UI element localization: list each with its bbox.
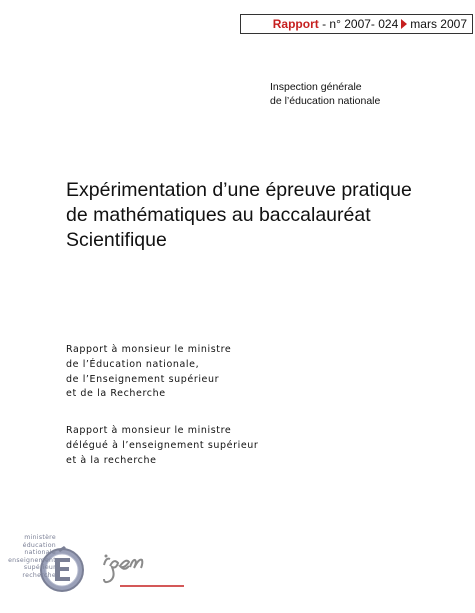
document-title	[66, 178, 446, 253]
ministere-logo-line: éducation	[22, 541, 56, 549]
recipient1-line: Rapport à monsieur le ministre	[66, 344, 232, 355]
report-reference-box	[240, 14, 473, 34]
report-number: - n° 2007- 024	[318, 17, 399, 31]
ministere-logo-line: ministère	[24, 534, 56, 541]
issuer-line-1: Inspection générale	[270, 81, 362, 93]
ministere-logo-line: nationale	[24, 549, 56, 556]
ministere-logo-line: recherche	[22, 571, 56, 579]
recipient-block-1	[66, 343, 231, 402]
recipient2-line: et à la recherche	[66, 454, 157, 466]
recipient-block-2	[66, 424, 258, 468]
title-line-2: de mathématiques au baccalauréat	[66, 204, 371, 226]
ministere-logo-line: supérieur	[23, 564, 56, 571]
title-line-1: Expérimentation d’une épreuve pratique	[66, 179, 412, 201]
recipient2-line: Rapport à monsieur le ministre	[66, 425, 232, 436]
recipient1-line: de l’Éducation nationale,	[66, 358, 200, 370]
ministere-logo-line: enseignement	[8, 556, 56, 564]
igen-logo-icon	[104, 555, 184, 587]
recipient1-line: et de la Recherche	[66, 388, 166, 400]
report-date: mars 2007	[410, 17, 467, 31]
recipient1-line: de l’Enseignement supérieur	[66, 373, 220, 385]
report-label: Rapport	[272, 17, 319, 31]
issuer-line-2: de l’éducation nationale	[270, 95, 381, 107]
recipient2-line: délégué à l’enseignement supérieur	[66, 439, 259, 451]
title-line-3: Scientifique	[66, 229, 167, 251]
ministere-logo-text	[6, 534, 56, 579]
issuer-block	[270, 80, 380, 108]
triangle-arrow-icon	[401, 19, 407, 29]
